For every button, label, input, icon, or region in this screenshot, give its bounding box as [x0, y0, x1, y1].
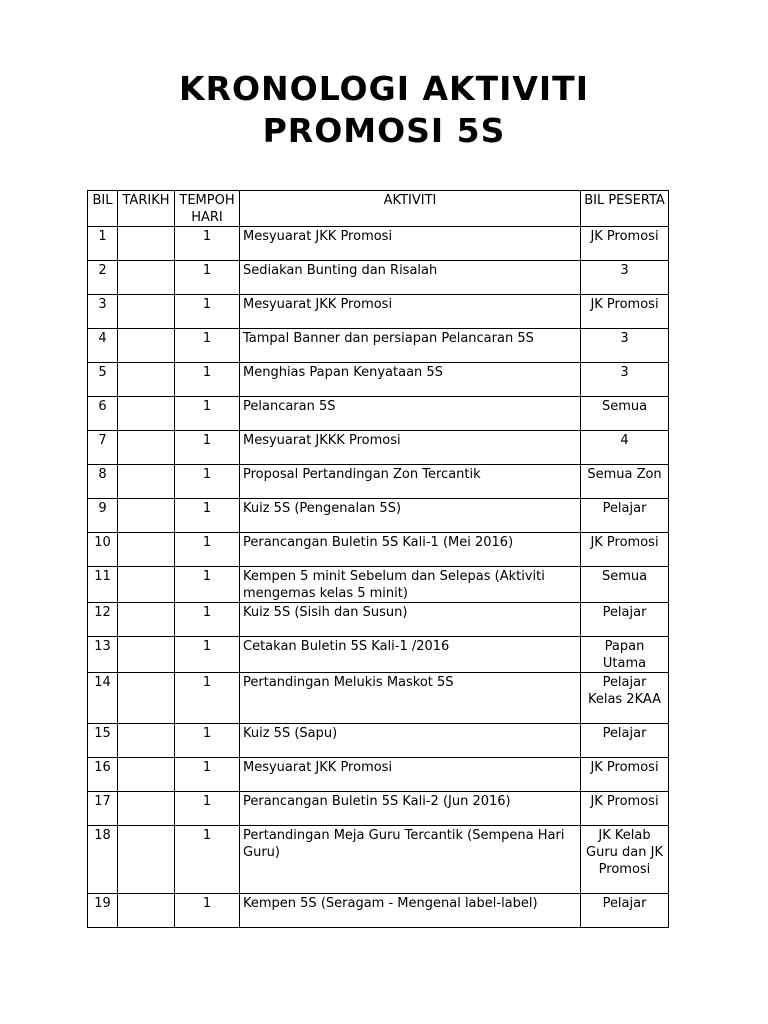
cell-tarikh — [118, 826, 175, 894]
cell-tempoh: 1 — [175, 295, 240, 329]
table-row — [88, 533, 669, 567]
cell-tempoh: 1 — [175, 363, 240, 397]
cell-aktiviti: Mesyuarat JKKK Promosi — [240, 431, 581, 465]
cell-tarikh — [118, 261, 175, 295]
cell-bil-peserta: JK Promosi — [581, 227, 669, 261]
cell-aktiviti: Proposal Pertandingan Zon Tercantik — [240, 465, 581, 499]
cell-tarikh — [118, 465, 175, 499]
cell-tarikh — [118, 295, 175, 329]
cell-aktiviti: Kempen 5 minit Sebelum dan Selepas (Aktiviti mengemas kelas 5 minit) — [240, 567, 581, 603]
cell-aktiviti: Mesyuarat JKK Promosi — [240, 295, 581, 329]
table-row — [88, 227, 669, 261]
cell-tempoh: 1 — [175, 894, 240, 928]
cell-tempoh: 1 — [175, 329, 240, 363]
cell-bil-peserta: JK Promosi — [581, 758, 669, 792]
cell-tarikh — [118, 758, 175, 792]
table-row — [88, 826, 669, 894]
cell-aktiviti: Pertandingan Meja Guru Tercantik (Sempena Hari Guru) — [240, 826, 581, 894]
table-row — [88, 465, 669, 499]
page-title-line-1: KRONOLOGI AKTIVITI — [179, 69, 589, 108]
cell-tarikh — [118, 227, 175, 261]
table-row — [88, 673, 669, 724]
cell-bil-peserta: JK Promosi — [581, 533, 669, 567]
cell-aktiviti: Cetakan Buletin 5S Kali-1 /2016 — [240, 637, 581, 673]
table-row — [88, 894, 669, 928]
cell-bil: 5 — [88, 363, 118, 397]
cell-bil-peserta: Semua — [581, 567, 669, 603]
cell-tarikh — [118, 792, 175, 826]
cell-bil: 1 — [88, 227, 118, 261]
cell-tempoh: 1 — [175, 431, 240, 465]
cell-aktiviti: Kuiz 5S (Sapu) — [240, 724, 581, 758]
cell-tarikh — [118, 499, 175, 533]
cell-bil: 9 — [88, 499, 118, 533]
cell-aktiviti: Mesyuarat JKK Promosi — [240, 758, 581, 792]
cell-bil: 15 — [88, 724, 118, 758]
cell-aktiviti: Tampal Banner dan persiapan Pelancaran 5S — [240, 329, 581, 363]
cell-tarikh — [118, 673, 175, 724]
cell-tempoh: 1 — [175, 533, 240, 567]
cell-bil-peserta: 3 — [581, 261, 669, 295]
cell-tempoh: 1 — [175, 465, 240, 499]
cell-tarikh — [118, 637, 175, 673]
cell-bil: 18 — [88, 826, 118, 894]
cell-tarikh — [118, 724, 175, 758]
cell-tempoh: 1 — [175, 826, 240, 894]
cell-aktiviti: Pelancaran 5S — [240, 397, 581, 431]
header-row — [88, 191, 669, 227]
header-bil-peserta: BIL PESERTA — [581, 191, 669, 227]
cell-bil-peserta: 3 — [581, 363, 669, 397]
header-bil: BIL — [88, 191, 118, 227]
cell-bil-peserta: JK Promosi — [581, 295, 669, 329]
cell-bil-peserta: Semua — [581, 397, 669, 431]
cell-tarikh — [118, 431, 175, 465]
cell-tarikh — [118, 329, 175, 363]
cell-bil-peserta: Papan Utama — [581, 637, 669, 673]
cell-tempoh: 1 — [175, 397, 240, 431]
cell-bil: 11 — [88, 567, 118, 603]
page-title-line-2: PROMOSI 5S — [262, 111, 506, 150]
cell-bil: 14 — [88, 673, 118, 724]
cell-aktiviti: Sediakan Bunting dan Risalah — [240, 261, 581, 295]
table-row — [88, 431, 669, 465]
cell-bil-peserta: JK Kelab Guru dan JK Promosi — [581, 826, 669, 894]
cell-bil-peserta: Pelajar — [581, 499, 669, 533]
table-row — [88, 397, 669, 431]
table-row — [88, 758, 669, 792]
cell-aktiviti: Pertandingan Melukis Maskot 5S — [240, 673, 581, 724]
cell-tarikh — [118, 397, 175, 431]
cell-tarikh — [118, 567, 175, 603]
table-row — [88, 792, 669, 826]
cell-aktiviti: Menghias Papan Kenyataan 5S — [240, 363, 581, 397]
cell-tarikh — [118, 894, 175, 928]
cell-tempoh: 1 — [175, 227, 240, 261]
table-row — [88, 603, 669, 637]
table-row — [88, 567, 669, 603]
cell-bil: 4 — [88, 329, 118, 363]
cell-aktiviti: Kempen 5S (Seragam - Mengenal label-label) — [240, 894, 581, 928]
header-tarikh: TARIKH — [118, 191, 175, 227]
chronology-table — [87, 190, 669, 928]
cell-aktiviti: Perancangan Buletin 5S Kali-2 (Jun 2016) — [240, 792, 581, 826]
cell-tarikh — [118, 533, 175, 567]
table-row — [88, 329, 669, 363]
cell-tempoh: 1 — [175, 792, 240, 826]
cell-bil-peserta: JK Promosi — [581, 792, 669, 826]
cell-aktiviti: Kuiz 5S (Pengenalan 5S) — [240, 499, 581, 533]
cell-bil-peserta: Pelajar — [581, 894, 669, 928]
cell-tempoh: 1 — [175, 603, 240, 637]
table-row — [88, 499, 669, 533]
table-row — [88, 295, 669, 329]
table-row — [88, 637, 669, 673]
header-tempoh: TEMPOH HARI — [175, 191, 240, 227]
cell-bil: 7 — [88, 431, 118, 465]
cell-bil-peserta: Pelajar — [581, 603, 669, 637]
cell-tarikh — [118, 603, 175, 637]
cell-bil: 19 — [88, 894, 118, 928]
cell-bil: 3 — [88, 295, 118, 329]
cell-bil: 16 — [88, 758, 118, 792]
table-body — [88, 227, 669, 928]
table-row — [88, 724, 669, 758]
cell-bil-peserta: Pelajar — [581, 724, 669, 758]
cell-aktiviti: Perancangan Buletin 5S Kali-1 (Mei 2016) — [240, 533, 581, 567]
table-header — [88, 191, 669, 227]
cell-bil: 10 — [88, 533, 118, 567]
cell-bil: 2 — [88, 261, 118, 295]
cell-tempoh: 1 — [175, 499, 240, 533]
cell-tempoh: 1 — [175, 261, 240, 295]
cell-aktiviti: Mesyuarat JKK Promosi — [240, 227, 581, 261]
table-row — [88, 261, 669, 295]
table-row — [88, 363, 669, 397]
cell-tarikh — [118, 363, 175, 397]
cell-aktiviti: Kuiz 5S (Sisih dan Susun) — [240, 603, 581, 637]
cell-tempoh: 1 — [175, 673, 240, 724]
cell-bil-peserta: Pelajar Kelas 2KAA — [581, 673, 669, 724]
header-aktiviti: AKTIVITI — [240, 191, 581, 227]
cell-bil: 12 — [88, 603, 118, 637]
cell-tempoh: 1 — [175, 758, 240, 792]
cell-bil-peserta: 4 — [581, 431, 669, 465]
cell-bil: 6 — [88, 397, 118, 431]
cell-bil: 17 — [88, 792, 118, 826]
cell-bil-peserta: Semua Zon — [581, 465, 669, 499]
cell-tempoh: 1 — [175, 567, 240, 603]
cell-tempoh: 1 — [175, 724, 240, 758]
cell-bil: 13 — [88, 637, 118, 673]
cell-bil: 8 — [88, 465, 118, 499]
cell-tempoh: 1 — [175, 637, 240, 673]
page-title — [0, 68, 768, 152]
cell-bil-peserta: 3 — [581, 329, 669, 363]
